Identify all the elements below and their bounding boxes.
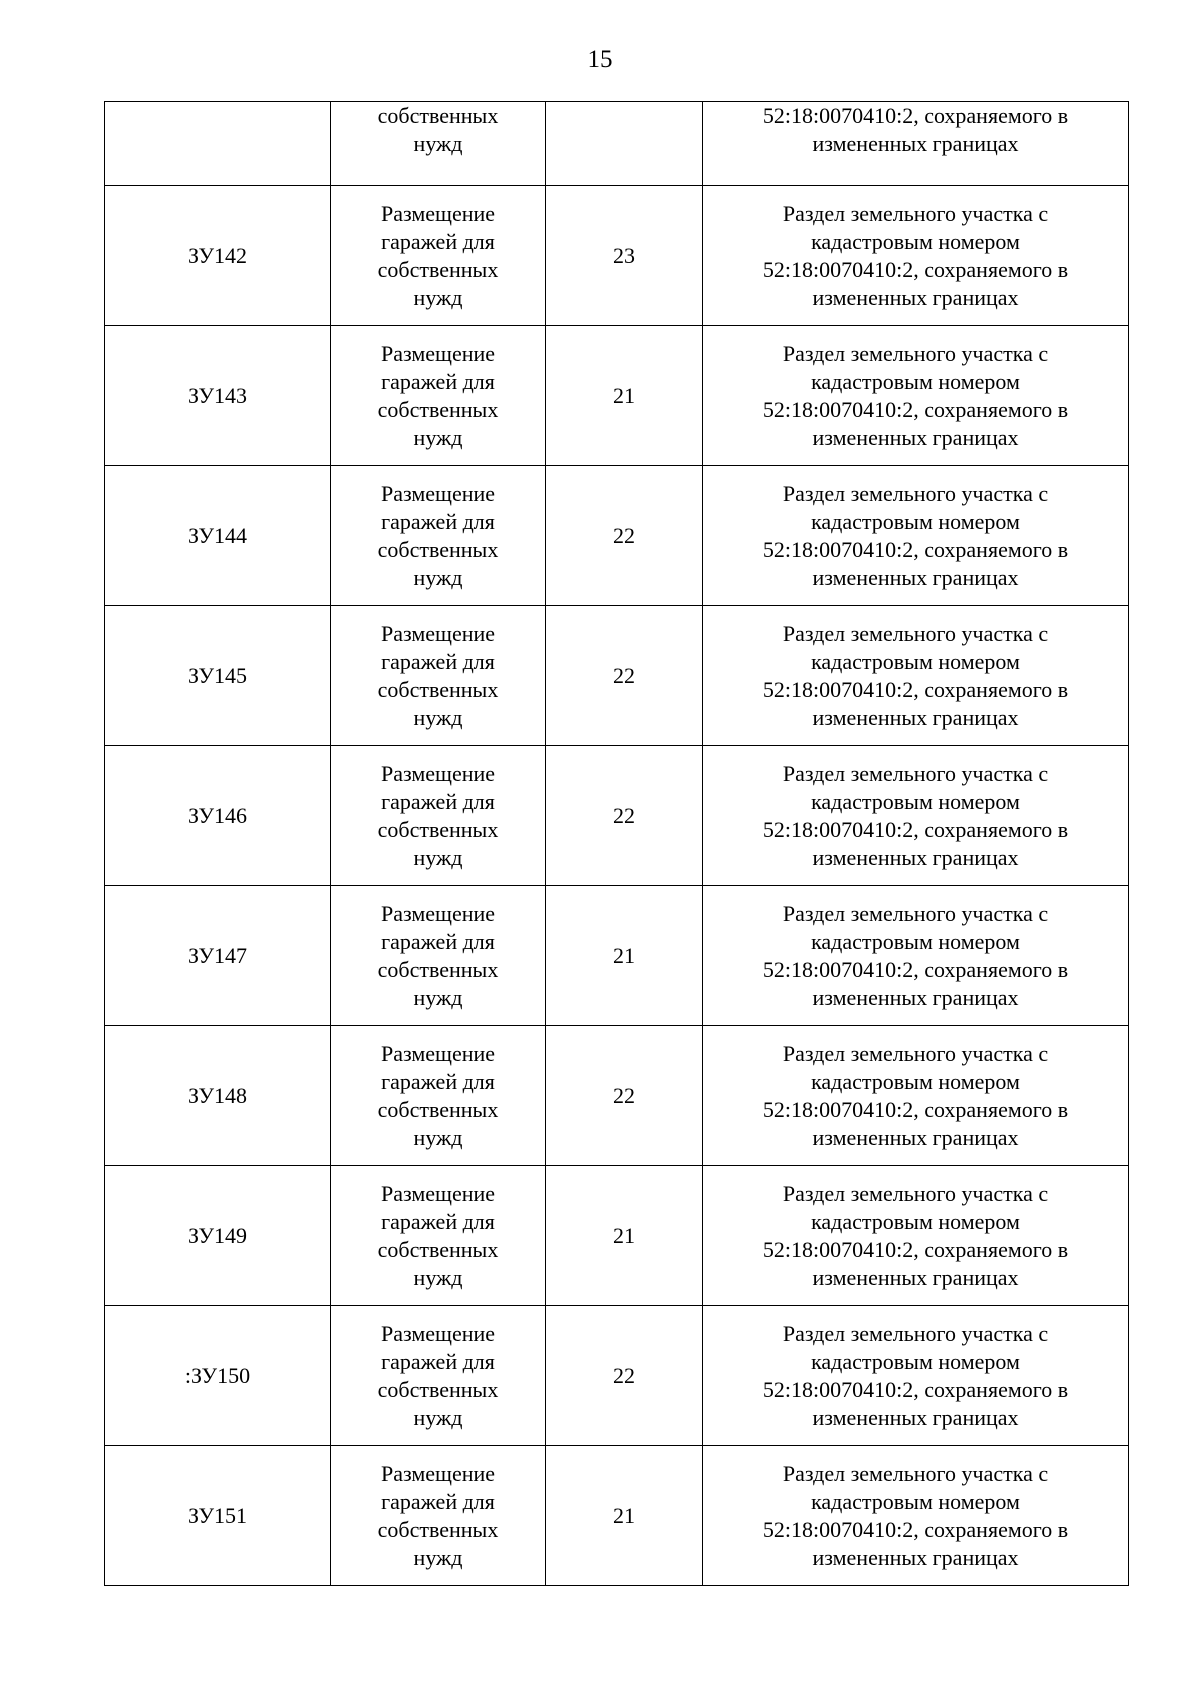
parcel-purpose-cell (331, 746, 546, 886)
parcel-method-line: 52:18:0070410:2, сохраняемого в (762, 1096, 1069, 1122)
table-row (105, 186, 1129, 326)
parcel-purpose-line: нужд (413, 984, 463, 1010)
parcel-method-line: 52:18:0070410:2, сохраняемого в (762, 536, 1069, 562)
parcel-purpose-line: собственных (377, 956, 499, 982)
parcel-purpose-line: гаражей для (381, 228, 495, 254)
parcel-method-line: 52:18:0070410:2, сохраняемого в (762, 103, 1069, 128)
parcel-method-cell (703, 1026, 1129, 1166)
parcel-method-line: кадастровым номером (811, 1488, 1020, 1514)
parcel-purpose-line: собственных (377, 256, 499, 282)
parcel-purpose-line: Размещение (380, 340, 496, 366)
parcel-purpose-line: собственных (377, 1376, 499, 1402)
parcel-method-line: Раздел земельного участка с (782, 1320, 1049, 1346)
parcel-method-line: измененных границах (812, 564, 1019, 590)
parcel-method-line: кадастровым номером (811, 648, 1020, 674)
parcel-purpose-line: гаражей для (381, 368, 495, 394)
parcel-method-cell (703, 1166, 1129, 1306)
parcel-area-cell: 23 (546, 186, 703, 326)
parcel-area-cell: 21 (546, 1166, 703, 1306)
parcel-purpose-line: собственных (377, 536, 499, 562)
parcel-method-line: кадастровым номером (811, 928, 1020, 954)
parcel-purpose-line: нужд (413, 1264, 463, 1290)
parcel-method-cell (703, 102, 1129, 186)
parcel-method-line: кадастровым номером (811, 1208, 1020, 1234)
parcel-purpose-cell (331, 102, 546, 186)
parcel-area-cell: 21 (546, 886, 703, 1026)
parcel-method-line: измененных границах (812, 131, 1019, 156)
parcel-method-line: кадастровым номером (811, 228, 1020, 254)
parcel-method-line: измененных границах (812, 284, 1019, 310)
parcel-purpose-line: собственных (377, 1096, 499, 1122)
parcel-area-cell: 22 (546, 746, 703, 886)
parcel-purpose-line: Размещение (380, 900, 496, 926)
parcel-purpose-line: нужд (413, 1404, 463, 1430)
parcel-purpose-line: гаражей для (381, 788, 495, 814)
parcel-method-line: Раздел земельного участка с (782, 760, 1049, 786)
table-row (105, 1306, 1129, 1446)
parcel-purpose-line: Размещение (380, 760, 496, 786)
parcel-purpose-line: нужд (413, 1544, 463, 1570)
parcels-table (104, 101, 1129, 1586)
table-row (105, 886, 1129, 1026)
continuation-row (105, 102, 1129, 186)
parcel-method-line: измененных границах (812, 1404, 1019, 1430)
parcel-method-line: Раздел земельного участка с (782, 1460, 1049, 1486)
parcel-method-line: кадастровым номером (811, 788, 1020, 814)
parcel-method-line: Раздел земельного участка с (782, 900, 1049, 926)
parcel-purpose-cell (331, 466, 546, 606)
parcel-method-line: 52:18:0070410:2, сохраняемого в (762, 676, 1069, 702)
parcel-purpose-cell (331, 326, 546, 466)
parcel-id-cell: ЗУ144 (105, 466, 331, 606)
table-row (105, 1166, 1129, 1306)
page-number: 15 (587, 46, 613, 73)
parcel-purpose-line: собственных (377, 816, 499, 842)
parcel-method-line: Раздел земельного участка с (782, 1040, 1049, 1066)
parcel-id-cell: :ЗУ150 (105, 1306, 331, 1446)
table-row (105, 1026, 1129, 1166)
parcel-purpose-line: гаражей для (381, 1348, 495, 1374)
parcel-purpose-cell (331, 886, 546, 1026)
parcel-purpose-line: нужд (413, 424, 463, 450)
parcel-area-cell: 21 (546, 1446, 703, 1586)
parcel-method-line: измененных границах (812, 984, 1019, 1010)
parcel-method-line: измененных границах (812, 844, 1019, 870)
parcel-method-line: измененных границах (812, 704, 1019, 730)
parcel-purpose-cell (331, 1306, 546, 1446)
parcel-purpose-line: гаражей для (381, 508, 495, 534)
parcels-table-body (105, 102, 1129, 1586)
table-row (105, 606, 1129, 746)
parcel-purpose-line: Размещение (380, 480, 496, 506)
parcel-purpose-line: нужд (413, 131, 463, 156)
parcel-method-line: Раздел земельного участка с (782, 200, 1049, 226)
parcel-id-cell: ЗУ149 (105, 1166, 331, 1306)
parcel-area-cell: 22 (546, 1306, 703, 1446)
parcel-purpose-line: гаражей для (381, 1068, 495, 1094)
parcel-purpose-line: Размещение (380, 200, 496, 226)
parcel-purpose-line: нужд (413, 844, 463, 870)
parcel-method-line: 52:18:0070410:2, сохраняемого в (762, 1236, 1069, 1262)
parcel-purpose-line: нужд (413, 1124, 463, 1150)
parcel-method-line: измененных границах (812, 1124, 1019, 1150)
parcel-purpose-cell (331, 1446, 546, 1586)
parcel-purpose-line: нужд (413, 284, 463, 310)
parcel-method-line: 52:18:0070410:2, сохраняемого в (762, 396, 1069, 422)
parcel-method-cell (703, 606, 1129, 746)
parcel-id-cell: ЗУ147 (105, 886, 331, 1026)
parcel-purpose-cell (331, 1166, 546, 1306)
parcel-purpose-cell (331, 1026, 546, 1166)
parcel-id-cell: ЗУ143 (105, 326, 331, 466)
parcel-purpose-line: собственных (377, 396, 499, 422)
parcel-purpose-cell (331, 606, 546, 746)
parcel-purpose-line: Размещение (380, 620, 496, 646)
parcel-method-line: Раздел земельного участка с (782, 620, 1049, 646)
parcel-method-line: Раздел земельного участка с (782, 480, 1049, 506)
parcel-method-line: кадастровым номером (811, 508, 1020, 534)
parcel-purpose-line: собственных (377, 676, 499, 702)
parcel-method-line: Раздел земельного участка с (782, 1180, 1049, 1206)
parcel-method-line: 52:18:0070410:2, сохраняемого в (762, 956, 1069, 982)
parcel-method-line: 52:18:0070410:2, сохраняемого в (762, 1516, 1069, 1542)
parcel-purpose-line: гаражей для (381, 1208, 495, 1234)
parcel-purpose-line: собственных (377, 103, 499, 128)
parcel-method-cell (703, 886, 1129, 1026)
parcel-id-cell: ЗУ145 (105, 606, 331, 746)
parcel-method-cell (703, 326, 1129, 466)
parcel-purpose-line: Размещение (380, 1040, 496, 1066)
parcel-area-cell: 22 (546, 1026, 703, 1166)
parcel-method-line: измененных границах (812, 1544, 1019, 1570)
parcel-method-line: кадастровым номером (811, 368, 1020, 394)
parcel-id-cell (105, 102, 331, 186)
parcel-method-line: измененных границах (812, 424, 1019, 450)
parcel-id-cell: ЗУ148 (105, 1026, 331, 1166)
table-row (105, 466, 1129, 606)
parcel-method-line: 52:18:0070410:2, сохраняемого в (762, 256, 1069, 282)
parcel-method-line: 52:18:0070410:2, сохраняемого в (762, 816, 1069, 842)
parcel-id-cell: ЗУ146 (105, 746, 331, 886)
parcel-purpose-line: собственных (377, 1516, 499, 1542)
parcel-purpose-line: Размещение (380, 1180, 496, 1206)
parcel-id-cell: ЗУ142 (105, 186, 331, 326)
parcel-purpose-line: гаражей для (381, 928, 495, 954)
parcel-purpose-cell (331, 186, 546, 326)
table-row (105, 1446, 1129, 1586)
parcel-method-line: Раздел земельного участка с (782, 340, 1049, 366)
parcel-id-cell: ЗУ151 (105, 1446, 331, 1586)
parcel-area-cell: 22 (546, 466, 703, 606)
parcel-method-line: кадастровым номером (811, 1068, 1020, 1094)
parcel-purpose-line: нужд (413, 704, 463, 730)
parcel-area-cell: 21 (546, 326, 703, 466)
table-row (105, 326, 1129, 466)
parcel-purpose-line: гаражей для (381, 1488, 495, 1514)
parcel-purpose-line: Размещение (380, 1320, 496, 1346)
parcel-method-cell (703, 466, 1129, 606)
parcel-purpose-line: нужд (413, 564, 463, 590)
parcel-area-cell (546, 102, 703, 186)
parcel-area-cell: 22 (546, 606, 703, 746)
parcel-method-cell (703, 1306, 1129, 1446)
parcel-purpose-line: гаражей для (381, 648, 495, 674)
parcel-method-cell (703, 186, 1129, 326)
table-row (105, 746, 1129, 886)
parcel-purpose-line: собственных (377, 1236, 499, 1262)
parcel-method-cell (703, 1446, 1129, 1586)
parcel-method-cell (703, 746, 1129, 886)
parcel-method-line: измененных границах (812, 1264, 1019, 1290)
parcel-purpose-line: Размещение (380, 1460, 496, 1486)
parcel-method-line: 52:18:0070410:2, сохраняемого в (762, 1376, 1069, 1402)
parcel-method-line: кадастровым номером (811, 1348, 1020, 1374)
